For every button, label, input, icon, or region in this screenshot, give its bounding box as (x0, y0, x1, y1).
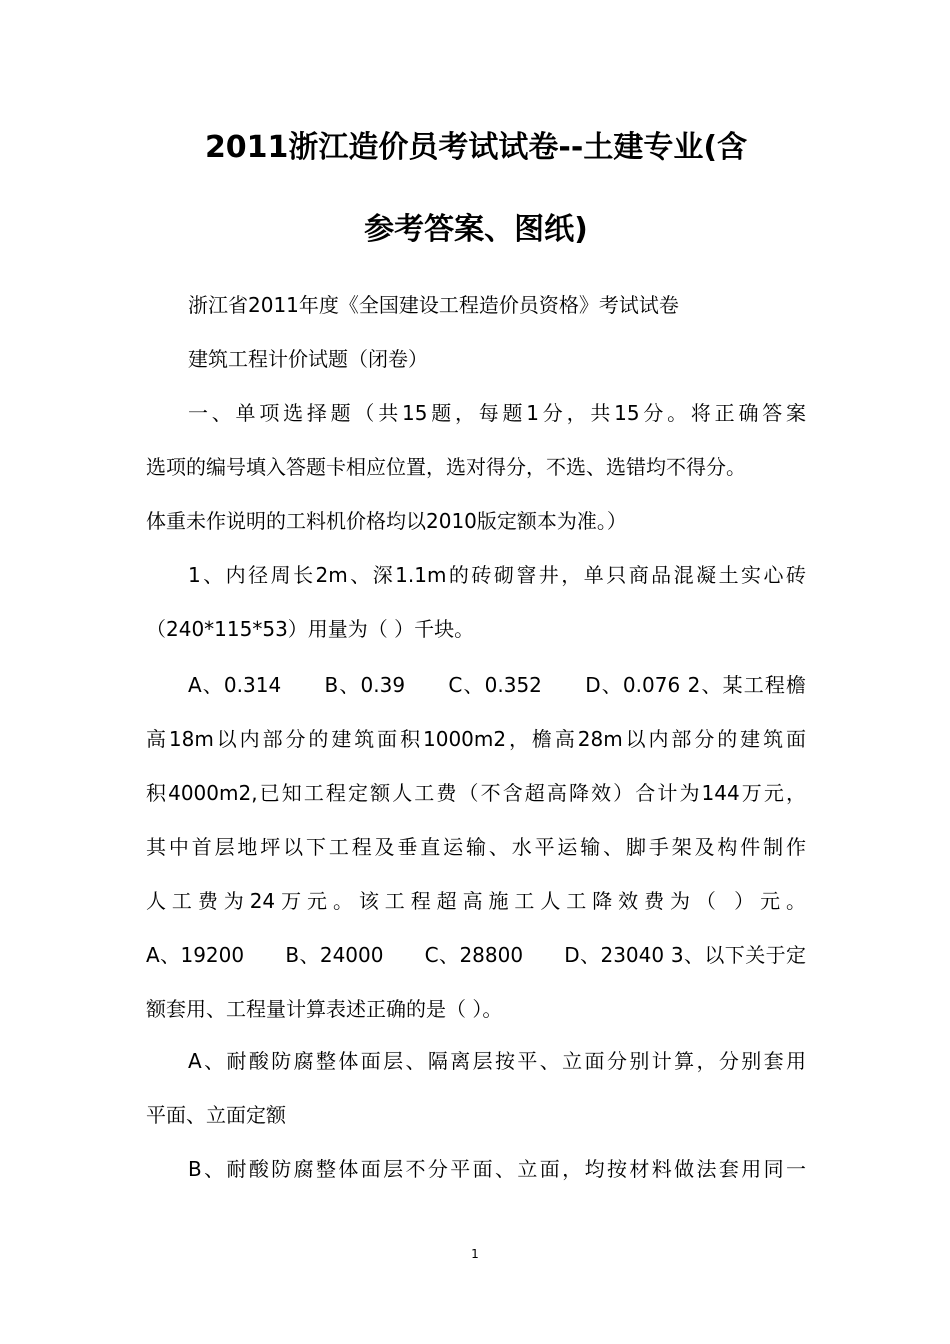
section-heading-line-3: 体重未作说明的工料机价格均以2010版定额本为准。） (146, 509, 627, 533)
question-3-option-b-line-1: B、耐酸防腐整体面层不分平面、立面，均按材料做法套用同一 (188, 1157, 806, 1181)
question-1-line-2: （240*115*53）用量为（ ）千块。 (146, 617, 475, 641)
question-3-option-a-line-1: A、耐酸防腐整体面层、隔离层按平、立面分别计算，分别套用 (188, 1049, 806, 1073)
exam-section-name: 建筑工程计价试题（闭卷） (188, 347, 428, 371)
question-2-line-1: 高18m以内部分的建筑面积1000m2，檐高28m以内部分的建筑面 (146, 727, 806, 751)
page-number: 1 (471, 1247, 479, 1261)
exam-subtitle: 浙江省2011年度《全国建设工程造价员资格》考试试卷 (188, 293, 679, 317)
question-1-options: A、0.314 B、0.39 C、0.352 D、0.076 2、某工程檐 (188, 673, 806, 697)
question-2-options: A、19200 B、24000 C、28800 D、23040 3、以下关于定 (146, 943, 806, 967)
question-2-line-2: 积4000m2,已知工程定额人工费（不含超高降效）合计为144万元， (146, 781, 806, 805)
question-3-line-1: 额套用、工程量计算表述正确的是（ ）。 (146, 997, 503, 1021)
question-1-line-1: 1、内径周长2m、深1.1m的砖砌窨井，单只商品混凝土实心砖 (188, 563, 806, 587)
question-3-option-a-line-2: 平面、立面定额 (146, 1103, 286, 1127)
document-title-line-2: 参考答案、图纸) (364, 212, 588, 247)
section-heading-line-1: 一、单项选择题（共15题，每题1分，共15分。将正确答案 (188, 401, 806, 425)
question-2-line-4: 人工费为24万元。该工程超高施工人工降效费为（ ）元。 (146, 889, 806, 913)
question-2-line-3: 其中首层地坪以下工程及垂直运输、水平运输、脚手架及构件制作 (146, 835, 806, 859)
document-title-line-1: 2011浙江造价员考试试卷--土建专业(含 (204, 130, 748, 165)
section-heading-line-2: 选项的编号填入答题卡相应位置，选对得分，不选、选错均不得分。 (146, 455, 746, 479)
